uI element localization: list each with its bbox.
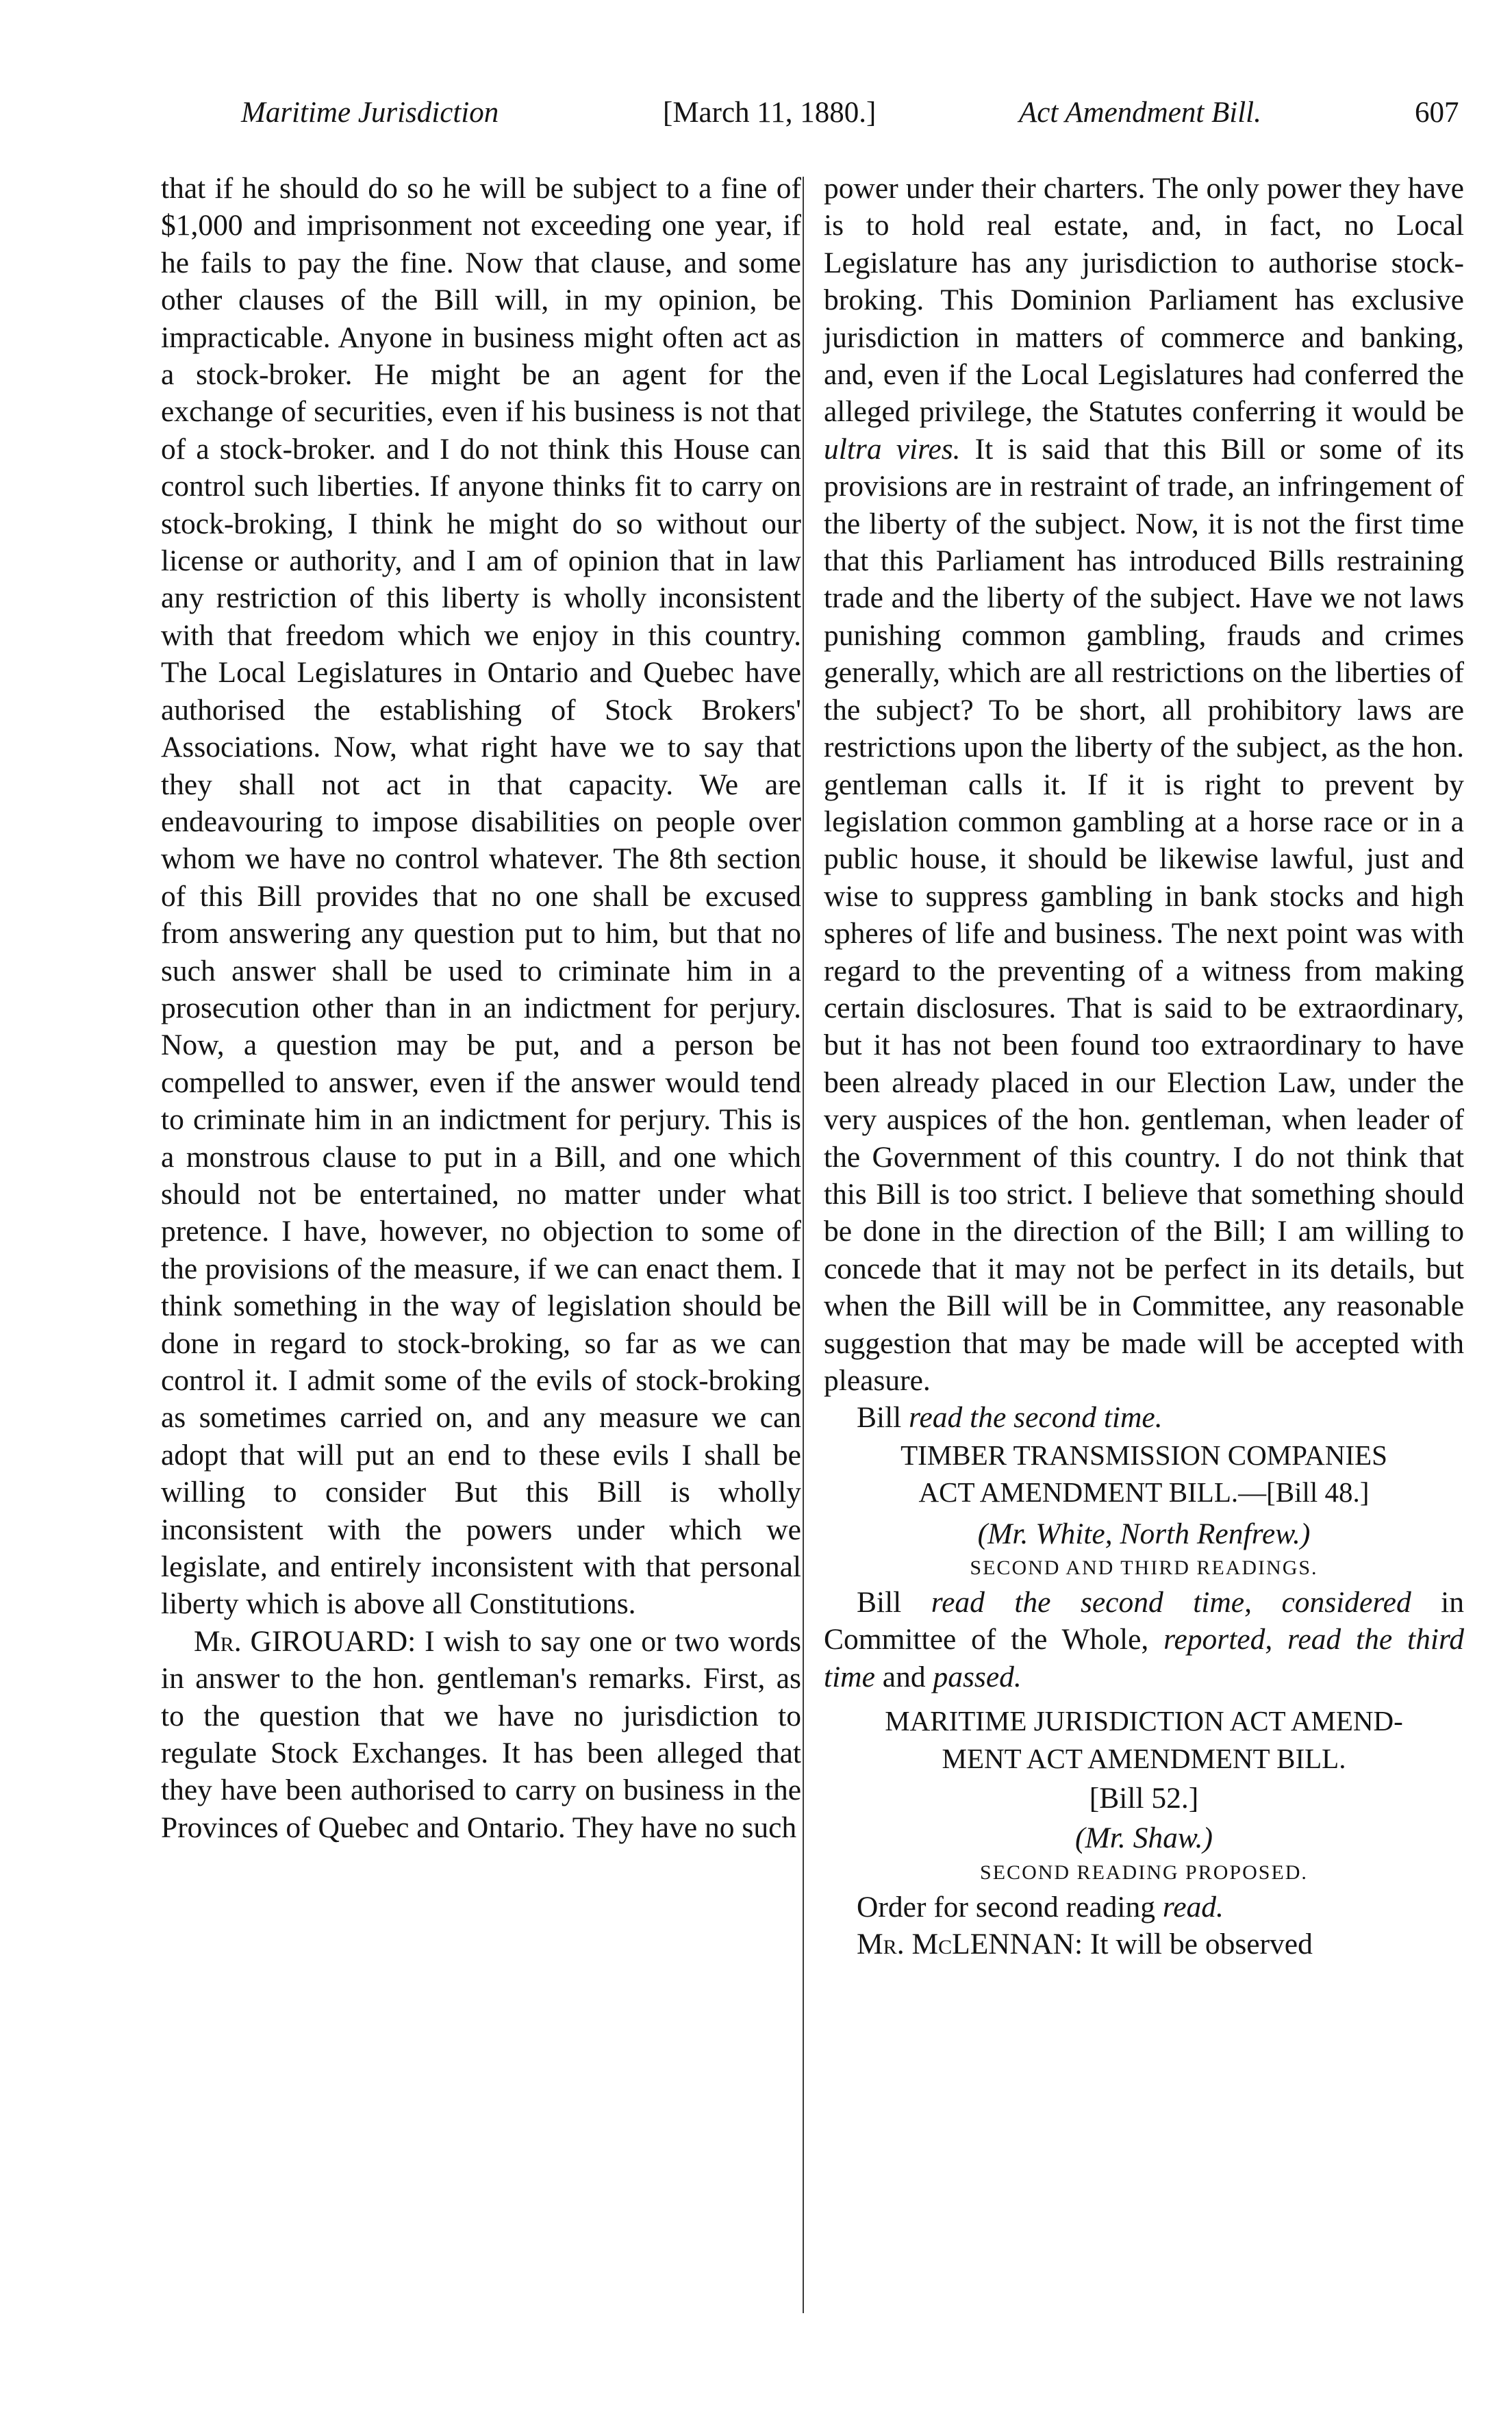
record-action: reported, read the third time <box>824 1623 1465 1693</box>
bill-title <box>824 1702 1464 1777</box>
header-right-title: Act Amendment Bill. <box>1019 97 1261 129</box>
bill-member <box>824 1515 1464 1552</box>
record-action: read. <box>1162 1890 1224 1924</box>
record-action: read the second time, considered <box>931 1586 1411 1619</box>
member-name: (Mr. White, North Renfrew.) <box>977 1517 1311 1550</box>
order-record <box>824 1889 1464 1926</box>
paragraph-continued-girouard <box>824 170 1464 1399</box>
header-left-title: Maritime Jurisdiction <box>241 97 499 129</box>
record-text: Bill <box>857 1401 902 1435</box>
record-action: passed. <box>933 1660 1022 1693</box>
left-column <box>161 170 801 1846</box>
record-action: read the second time. <box>909 1401 1163 1435</box>
bill-number: [Bill 52.] <box>1089 1782 1199 1815</box>
paragraph-mclennan <box>824 1926 1464 1963</box>
page-number: 607 <box>1415 97 1459 129</box>
page-header <box>0 96 1512 144</box>
paragraph-continued-speech: that if he should do so he will be subject to a fine of $1,000 and imprisonment not exceeding one year, if he fails to pay the fine. Now that clause, and some other clauses of the Bill will, in my opinion, be impracticable. Anyone in business might often act as a stock-broker. He might be an agent for the exchange of securities, even if his business is not that of a stock-broker. and I do not think this House can control such liberties. If anyone thinks fit to carry on stock-broking, I think he might do so without our license or authority, and I am of opinion that in law any restriction of this liberty is wholly inconsistent with that freedom which we enjoy in this country. The Local Legislatures in Ontario and Quebec have authorised the establishing of Stock Brokers' Associations. Now, what right have we to say that they shall not act in that capacity. We are endeavouring to impose disabilities on people over whom we have no control whatever. The 8th section of this Bill provides that no one shall be excused from answering any question put to him, but that no such answer shall be used to criminate him in a prosecution other than in an indictment for perjury. Now, a question may be put, and a person be compelled to answer, even if the answer would tend to criminate him in an indictment for perjury. This is a monstrous clause to put in a Bill, and one which should not be entertained, no matter under what pretence. I have, however, no objection to some of the provisions of the measure, if we can enact them. I think something in the way of legislation should be done in regard to stock-broking, so far as we can control it. I admit some of the evils of stock-broking as sometimes carried on, and any measure we can adopt that will put an end to these evils I shall be willing to consider But this Bill is wholly inconsistent with the powers under which we legislate, and entirely inconsistent with that personal liberty which is above all Constitutions. <box>161 172 801 1621</box>
speech-text: It is said that this Bill or some of its provisions are in restraint of trade, an infringement of the liberty of the subject. Now, it is not the first time that this Parliament has introduced Bills restraining trade and the liberty of the subject. Have we not laws punishing common gambling, frauds and crimes generally, which are all restrictions on the liberties of the subject? To be short, all prohibitory laws are restrictions upon the liberty of the subject, as the hon. gentleman calls it. If it is right to prevent by legislation common gambling at a horse race or in a public house, it should be likewise lawful, just and wise to suppress gambling in bank stocks and high spheres of life and business. The next point was with regard to the preventing of a witness from making certain disclosures. That is said to be extraordinary, but it has not been found too extraordinary to have been already placed in our Election Law, under the very auspices of the hon. gentleman, when leader of the Government of this country. I do not think that this Bill is too strict. I believe that something should be done in the direction of the Bill; I am willing to concede that it may not be perfect in its details, but when the Bill will be in Committee, any reasonable suggestion that may be made will be accepted with pleasure. <box>824 432 1464 1397</box>
speech-text: : It will be observed <box>1074 1928 1313 1961</box>
paragraph-girouard <box>161 1623 801 1846</box>
speaker-name: Mr. GIROUARD <box>194 1624 408 1658</box>
record-text: and <box>882 1660 926 1693</box>
latin-phrase: ultra vires. <box>824 432 961 466</box>
speaker-name: Mr. McLENNAN <box>857 1928 1074 1961</box>
header-date: [March 11, 1880.] <box>663 97 877 129</box>
bill-proceedings <box>824 1584 1464 1695</box>
speech-text: : I wish to say one or two words in answer to the hon. gentleman's remarks. First, as to the question that we have no jurisdiction to regulate Stock Exchanges. It has been alleged that they have been authorised to carry on business in the Provinces of Quebec and Ontario. They have no such <box>161 1624 801 1844</box>
reading-record <box>824 1399 1464 1436</box>
bill-stage: SECOND AND THIRD READINGS. <box>970 1556 1318 1580</box>
bill-member <box>824 1819 1464 1856</box>
record-text: Order for second reading <box>857 1890 1156 1924</box>
bill-title-line: MARITIME JURISDICTION ACT AMEND- <box>885 1705 1403 1737</box>
bill-title <box>824 1437 1464 1511</box>
record-text: Bill <box>857 1586 902 1619</box>
bill-stage: SECOND READING PROPOSED. <box>980 1861 1308 1884</box>
member-name: (Mr. Shaw.) <box>1075 1821 1213 1855</box>
bill-title-line: TIMBER TRANSMISSION COMPANIES <box>900 1439 1387 1471</box>
speech-text: power under their charters. The only power they have is to hold real estate, and, in fact, no Local Legislature has any jurisdiction to authorise stock-broking. This Dominion Parliament has exclusive jurisdiction in matters of commerce and banking, and, even if the Local Legislatures had conferred the alleged privilege, the Statutes conferring it would be <box>824 172 1464 429</box>
column-divider <box>803 177 804 2313</box>
record-text: in Committee of the Whole, <box>824 1586 1465 1656</box>
bill-title-line: MENT ACT AMENDMENT BILL. <box>942 1742 1346 1774</box>
right-column <box>824 170 1464 1963</box>
bill-title-line: ACT AMENDMENT BILL.—[Bill 48.] <box>918 1476 1370 1509</box>
